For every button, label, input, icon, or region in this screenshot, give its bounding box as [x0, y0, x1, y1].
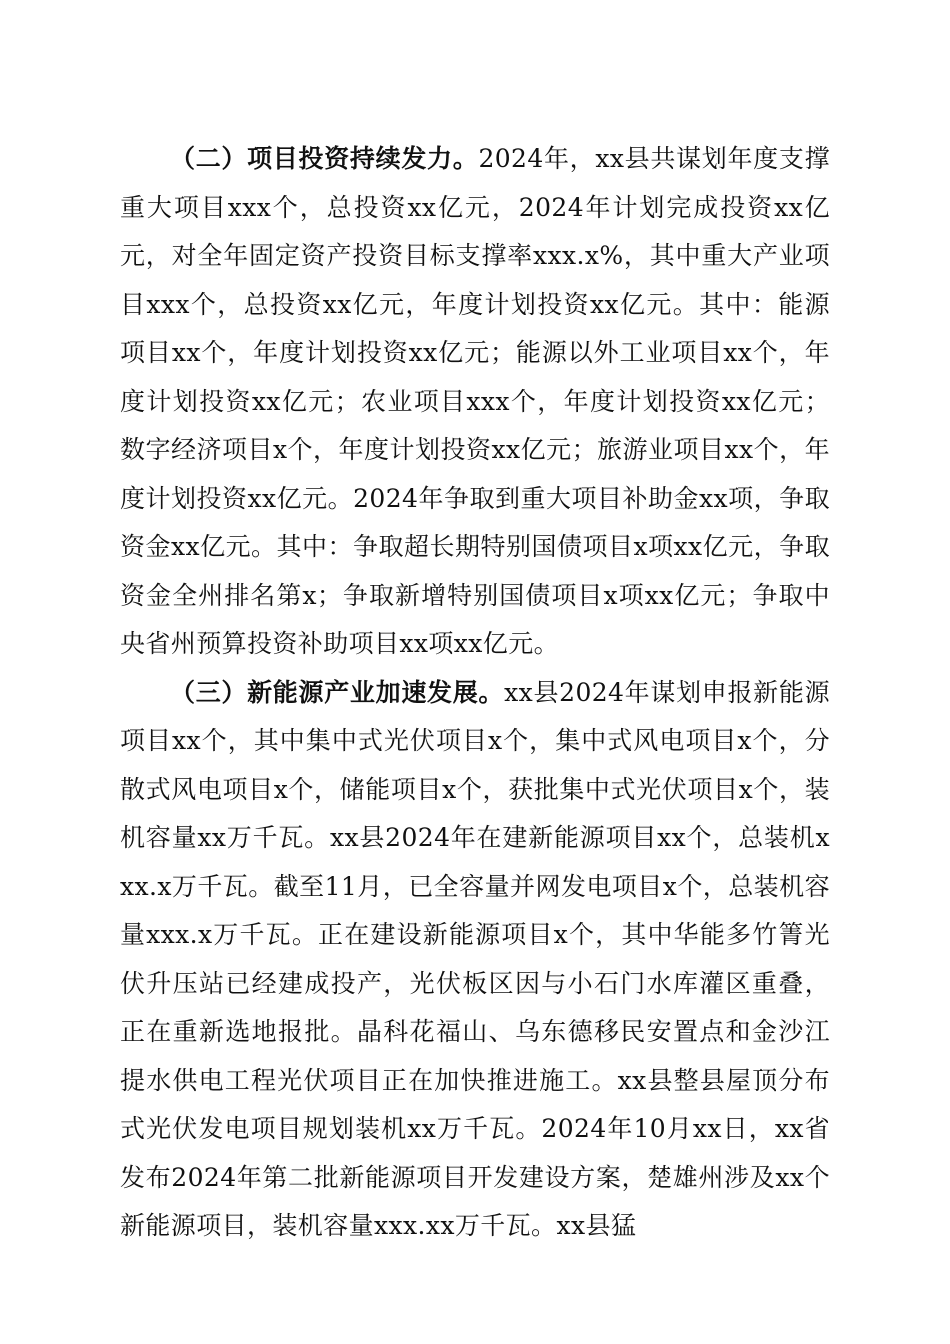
section-heading: （二）项目投资持续发力。	[170, 144, 479, 173]
section-project-investment	[120, 135, 830, 669]
section-body: xx县2024年谋划申报新能源项目xx个，其中集中式光伏项目x个，集中式风电项目x个，分散式风电项目x个，储能项目x个，获批集中式光伏项目x个，装机容量xx万千瓦。xx县2024年在建新能源项目xx个，总装机xxx.x万千瓦。截至11月，已全容量并网发电项目x个，总装机容量xxx.x万千瓦。正在建设新能源项目x个，其中华能多竹箐光伏升压站已经建成投产，光伏板区因与小石门水库灌区重叠，正在重新选地报批。晶科花福山、乌东德移民安置点和金沙江提水供电工程光伏项目正在加快推进施工。xx县整县屋顶分布式光伏发电项目规划装机xx万千瓦。2024年10月xx日，xx省发布2024年第二批新能源项目开发建设方案，楚雄州涉及xx个新能源项目，装机容量xxx.xx万千瓦。xx县猛	[120, 677, 830, 1240]
section-heading: （三）新能源产业加速发展。	[170, 677, 505, 707]
section-body: 2024年，xx县共谋划年度支撑重大项目xxx个，总投资xx亿元，2024年计划完成投资xx亿元，对全年固定资产投资目标支撑率xxx.x%，其中重大产业项目xxx个，总投资xx亿元，年度计划投资xx亿元。其中：能源项目xx个，年度计划投资xx亿元；能源以外工业项目xx个，年度计划投资xx亿元；农业项目xxx个，年度计划投资xx亿元；数字经济项目x个，年度计划投资xx亿元；旅游业项目xx个，年度计划投资xx亿元。2024年争取到重大项目补助金xx项，争取资金xx亿元。其中：争取超长期特别国债项目x项xx亿元，争取资金全州排名第x；争取新增特别国债项目x项xx亿元；争取中央省州预算投资补助项目xx项xx亿元。	[120, 144, 830, 658]
document-page	[120, 135, 830, 1251]
section-new-energy	[120, 669, 830, 1251]
